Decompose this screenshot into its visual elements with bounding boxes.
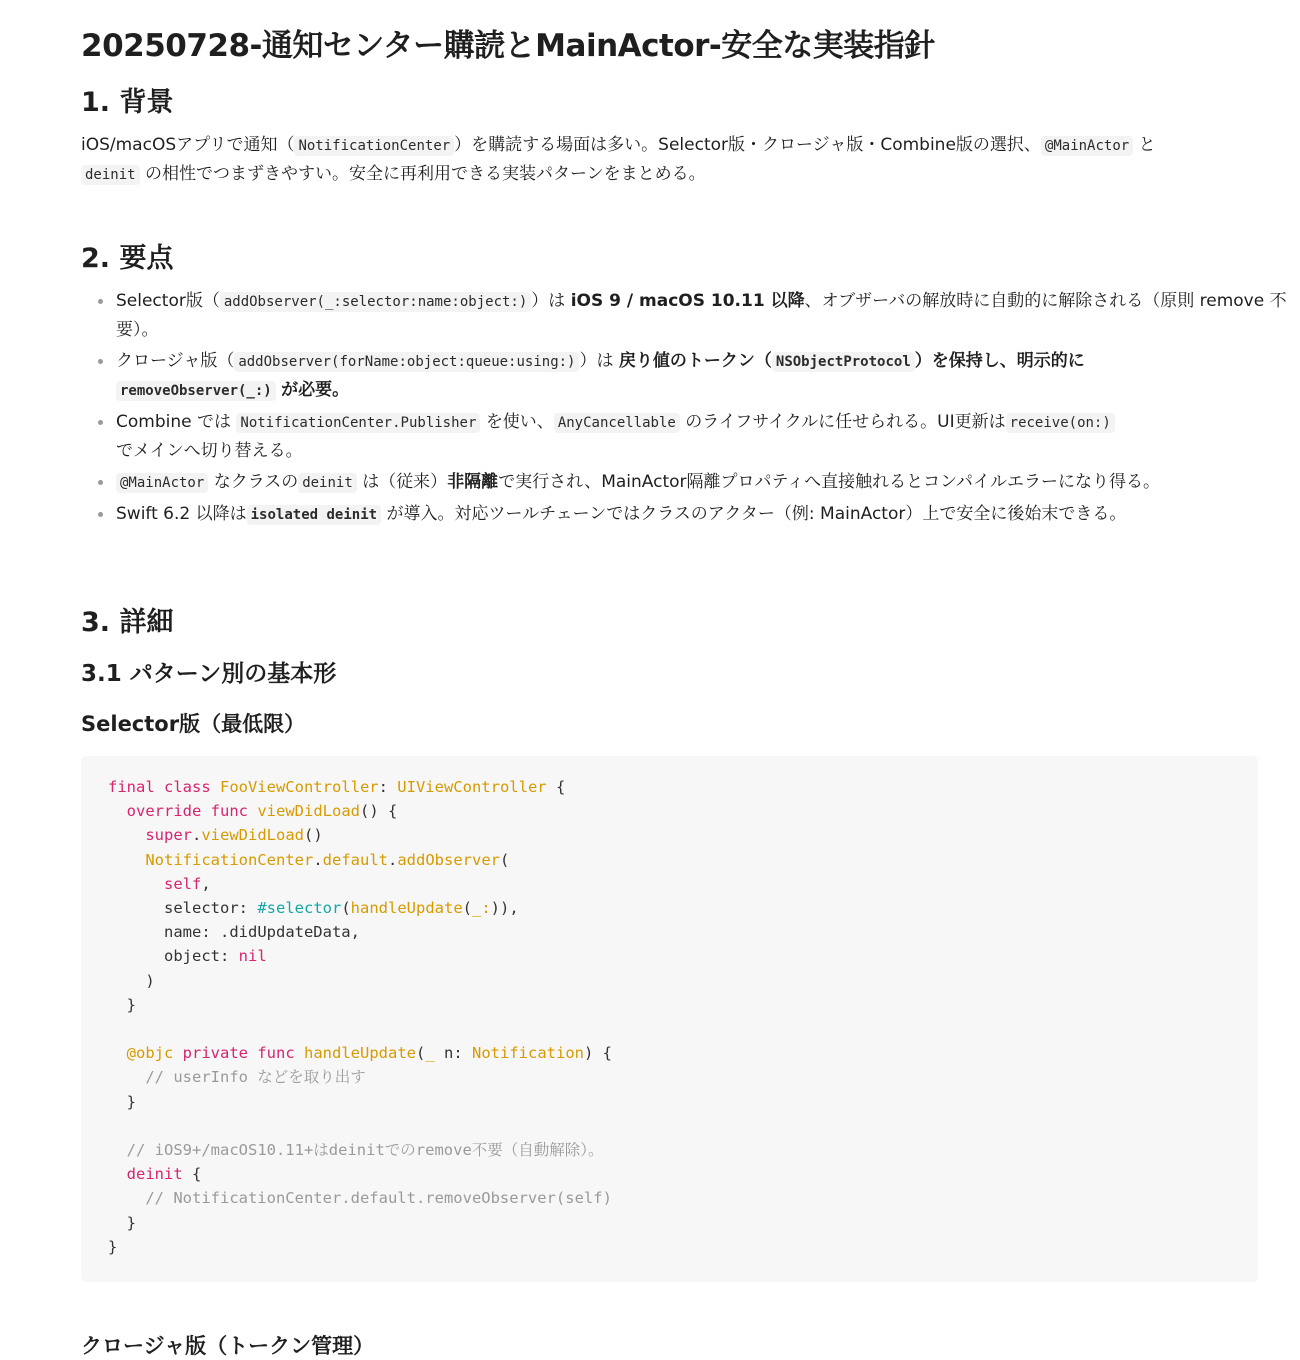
inline-code: NotificationCenter.Publisher xyxy=(236,413,480,433)
section-heading-background: 1. 背景 xyxy=(81,87,174,118)
selector-version-heading: Selector版（最低限） xyxy=(81,712,306,736)
code-listing: final class FooViewController: UIViewController { override func viewDidLoad() { super.viewDidLoad() NotificationCenter.default.addObserver( self, selector: #selector(handleUpdate(_:)), name: .didUpdateData, object: nil ) } @objc private func handleUpdate(_ n: Notification) { // userInfo などを取り出す } // iOS9+/macOS10.11+はdeinitでのremove不要（自動解除）。 deinit { // NotificationCenter.default.removeObserver(self) } } xyxy=(108,778,612,1256)
bullet-icon xyxy=(98,359,103,364)
inline-code: @MainActor xyxy=(116,473,208,493)
section-heading-key-points: 2. 要点 xyxy=(81,243,174,274)
inline-code: receive(on:) xyxy=(1006,413,1115,433)
inline-code: removeObserver(_:) xyxy=(116,381,276,401)
inline-code: deinit xyxy=(298,473,357,493)
key-points-list xyxy=(81,287,1293,532)
list-item: Combine では NotificationCenter.Publisher を使い、 AnyCancellable のライフサイクルに任せられる。UI更新は receive(on:) でメインへ切り替える。 xyxy=(116,408,1293,465)
inline-code: NotificationCenter xyxy=(294,136,454,156)
inline-code: deinit xyxy=(81,165,140,185)
bullet-icon xyxy=(98,512,103,517)
inline-code: @MainActor xyxy=(1041,136,1133,156)
inline-code: addObserver(_:selector:name:object:) xyxy=(220,292,531,312)
inline-code: addObserver(forName:object:queue:using:) xyxy=(234,352,579,372)
inline-code: NSObjectProtocol xyxy=(772,352,915,372)
list-item: Swift 6.2 以降は isolated deinit が導入。対応ツールチェーンではクラスのアクター（例: MainActor）上で安全に後始末できる。 xyxy=(116,500,1293,529)
inline-code: isolated deinit xyxy=(247,505,381,525)
bullet-icon xyxy=(98,420,103,425)
bullet-icon xyxy=(98,480,103,485)
page-title: 20250728-通知センター購読とMainActor-安全な実装指針 xyxy=(81,28,935,64)
subsection-heading-patterns: 3.1 パターン別の基本形 xyxy=(81,661,337,687)
list-item: Selector版（ addObserver(_:selector:name:object:) ）は iOS 9 / macOS 10.11 以降、オブザーバの解放時に自動的に解除される（原則 remove 不要）。 xyxy=(116,287,1293,344)
code-block xyxy=(81,756,1258,1282)
background-paragraph: iOS/macOSアプリで通知（ NotificationCenter ）を購読する場面は多い。Selector版・クロージャ版・Combine版の選択、 @MainActor と deinit の相性でつまずきやすい。安全に再利用できる実装パターンをまとめる。 xyxy=(81,135,1156,184)
section-heading-details: 3. 詳細 xyxy=(81,607,174,638)
inline-code: AnyCancellable xyxy=(554,413,680,433)
list-item: @MainActor なクラスの deinit は（従来）非隔離で実行され、MainActor隔離プロパティへ直接触れるとコンパイルエラーになり得る。 xyxy=(116,468,1293,497)
list-item: クロージャ版（ addObserver(forName:object:queue:using:) ）は 戻り値のトークン（ NSObjectProtocol ）を保持し、明示的に removeObserver(_:) が必要。 xyxy=(116,347,1293,405)
bullet-icon xyxy=(98,299,103,304)
closure-version-heading: クロージャ版（トークン管理） xyxy=(81,1334,375,1358)
